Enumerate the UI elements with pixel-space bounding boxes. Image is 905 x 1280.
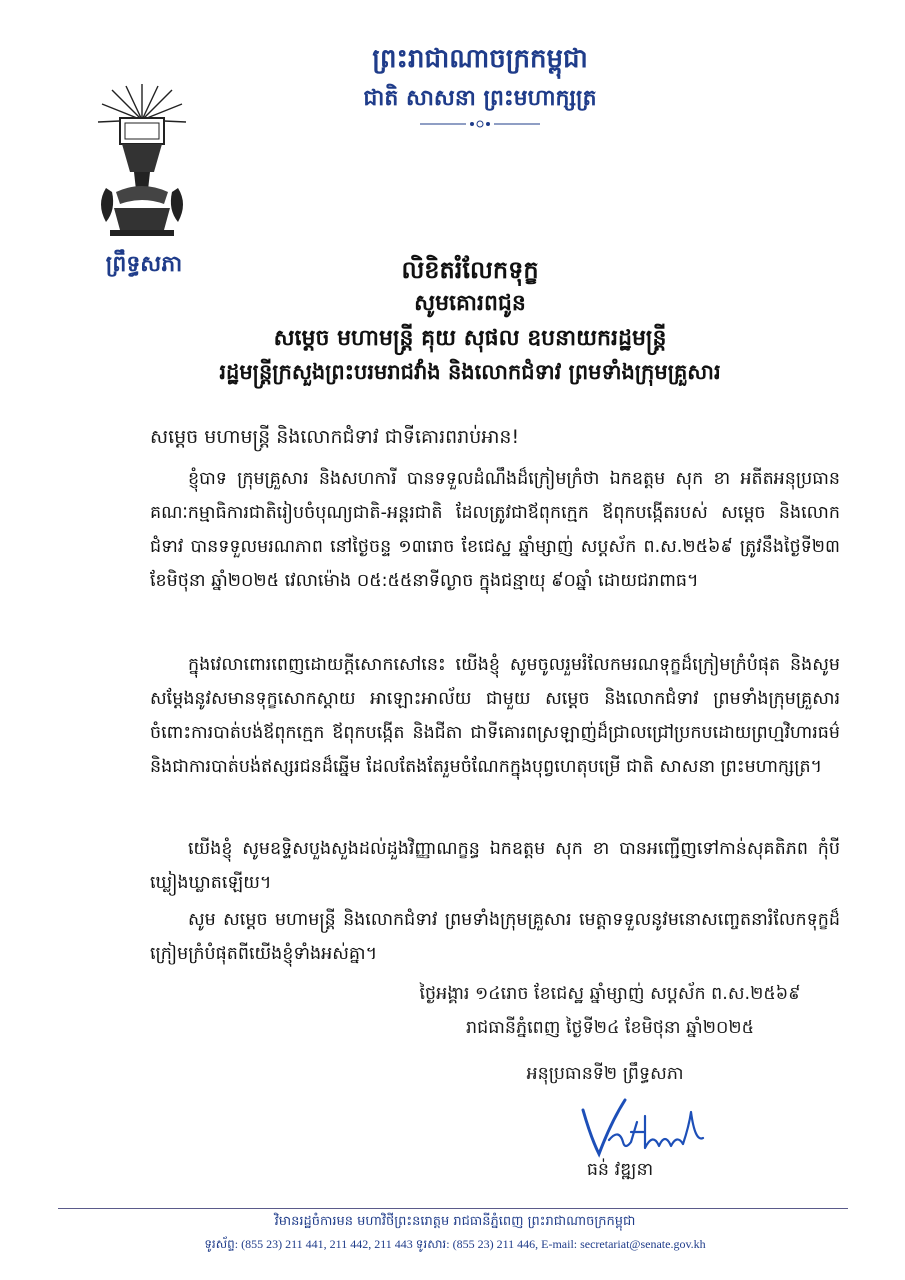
letter-title: លិខិតរំលែកទុក្ខ bbox=[401, 256, 539, 284]
lunar-date: ថ្ងៃអង្គារ ១៤រោច ខែជេស្ឋ ឆ្នាំម្សាញ់ សប្តស័ក ព.ស.២៥៦៩ bbox=[419, 984, 801, 1004]
kingdom-title: ព្រះរាជាណាចក្រកម្ពុជា bbox=[372, 44, 588, 74]
paragraph-3: យើងខ្ញុំ សូមឧទ្ទិសបួងសួងដល់ដួងវិញ្ញាណក្ខន្ធ ឯកឧត្តម សុក ខា បានអញ្ជើញទៅកាន់សុគតិភព កុំបីឃ្លៀងឃ្លាតឡើយ។ bbox=[150, 839, 840, 893]
paragraph-1: ខ្ញុំបាទ ក្រុមគ្រួសារ និងសហការី បានទទួលដំណឹងដ៏ក្រៀមក្រំថា ឯកឧត្តម សុក ខា អតីតអនុប្រធានគណៈកម្មាធិការជាតិរៀបចំបុណ្យជាតិ-អន្តរជាតិ ដែលត្រូវជាឪពុកក្មេក ឪពុកបង្កើតរបស់ សម្ដេច និងលោកជំទាវ បានទទួលមរណភាព នៅថ្ងៃចន្ទ ១៣រោច ខែជេស្ឋ ឆ្នាំម្សាញ់ សប្តស័ក ព.ស.២៥៦៩ ត្រូវនឹងថ្ងៃទី២៣ ខែមិថុនា ឆ្នាំ២០២៥ វេលាម៉ោង ០៥:៥៥នាទីល្ងាច ក្នុងជន្មាយុ ៩០ឆ្នាំ ដោយជរាពាធ។ bbox=[150, 469, 840, 591]
signer-title: អនុប្រធានទី២ ព្រឹទ្ធសភា bbox=[526, 1064, 684, 1084]
national-motto: ជាតិ សាសនា ព្រះមហាក្សត្រ bbox=[363, 86, 597, 111]
footer-divider bbox=[58, 1208, 848, 1209]
handwritten-signature bbox=[565, 1092, 715, 1162]
ornament-divider bbox=[420, 118, 540, 130]
senate-label: ព្រឹទ្ធសភា bbox=[105, 252, 183, 277]
recipient-line-1: សម្ដេច មហាមន្ត្រី គុយ សុផល ឧបនាយករដ្ឋមន្ត្រី bbox=[273, 326, 667, 351]
place-date: រាជធានីភ្នំពេញ ថ្ងៃទី២៤ ខែមិថុនា ឆ្នាំ២០២៥ bbox=[466, 1018, 754, 1038]
signer-name: ធន់ វឌ្ឍនា bbox=[586, 1160, 654, 1180]
paragraph-2: ក្នុងវេលាពោរពេញដោយក្ដីសោកសៅនេះ យើងខ្ញុំ សូមចូលរួមរំលែកមរណទុក្ខដ៏ក្រៀមក្រំបំផុត និងសូមសម្ដែងនូវសមានទុក្ខសោកស្ដាយ អាឡោះអាល័យ ជាមួយ សម្ដេច និងលោកជំទាវ ព្រមទាំងក្រុមគ្រួសារ ចំពោះការបាត់បង់ឪពុកក្មេក ឪពុកបង្កើត និងជីតា ជាទីគោរពស្រឡាញ់ដ៏ជ្រាលជ្រៅប្រកបដោយព្រហ្មវិហារធម៌ និងជាការបាត់បង់ឥស្សរជនដ៏ឆ្នើម ដែលតែងតែរួមចំណែកក្នុងបុព្វហេតុបម្រើ ជាតិ សាសនា ព្រះមហាក្សត្រ។ bbox=[150, 655, 840, 777]
letter-subtitle: សូមគោរពជូន bbox=[414, 291, 526, 316]
footer-address: វិមានរដ្ឋចំការមន មហាវិថីព្រះនរោត្តម រាជធានីភ្នំពេញ ព្រះរាជាណាចក្រកម្ពុជា bbox=[274, 1214, 636, 1229]
senate-emblem-icon bbox=[92, 80, 192, 240]
greeting: សម្ដេច មហាមន្ត្រី និងលោកជំទាវ ជាទីគោរពរាប់អាន! bbox=[150, 426, 520, 448]
footer-contact: ទូរស័ព្ទ: (855 23) 211 441, 211 442, 211 443 ទូរសារ: (855 23) 211 446, E-mail: secretariat@senate.gov.kh bbox=[204, 1237, 706, 1251]
paragraph-4: សូម សម្ដេច មហាមន្ត្រី និងលោកជំទាវ ព្រមទាំងក្រុមគ្រួសារ មេត្តាទទួលនូវមនោសញ្ចេតនារំលែកទុក្ខដ៏ក្រៀមក្រំបំផុតពីយើងខ្ញុំទាំងអស់គ្នា។ bbox=[150, 910, 840, 964]
recipient-line-2: រដ្ឋមន្ត្រីក្រសួងព្រះបរមរាជវាំង និងលោកជំទាវ ព្រមទាំងក្រុមគ្រួសារ bbox=[219, 360, 721, 384]
